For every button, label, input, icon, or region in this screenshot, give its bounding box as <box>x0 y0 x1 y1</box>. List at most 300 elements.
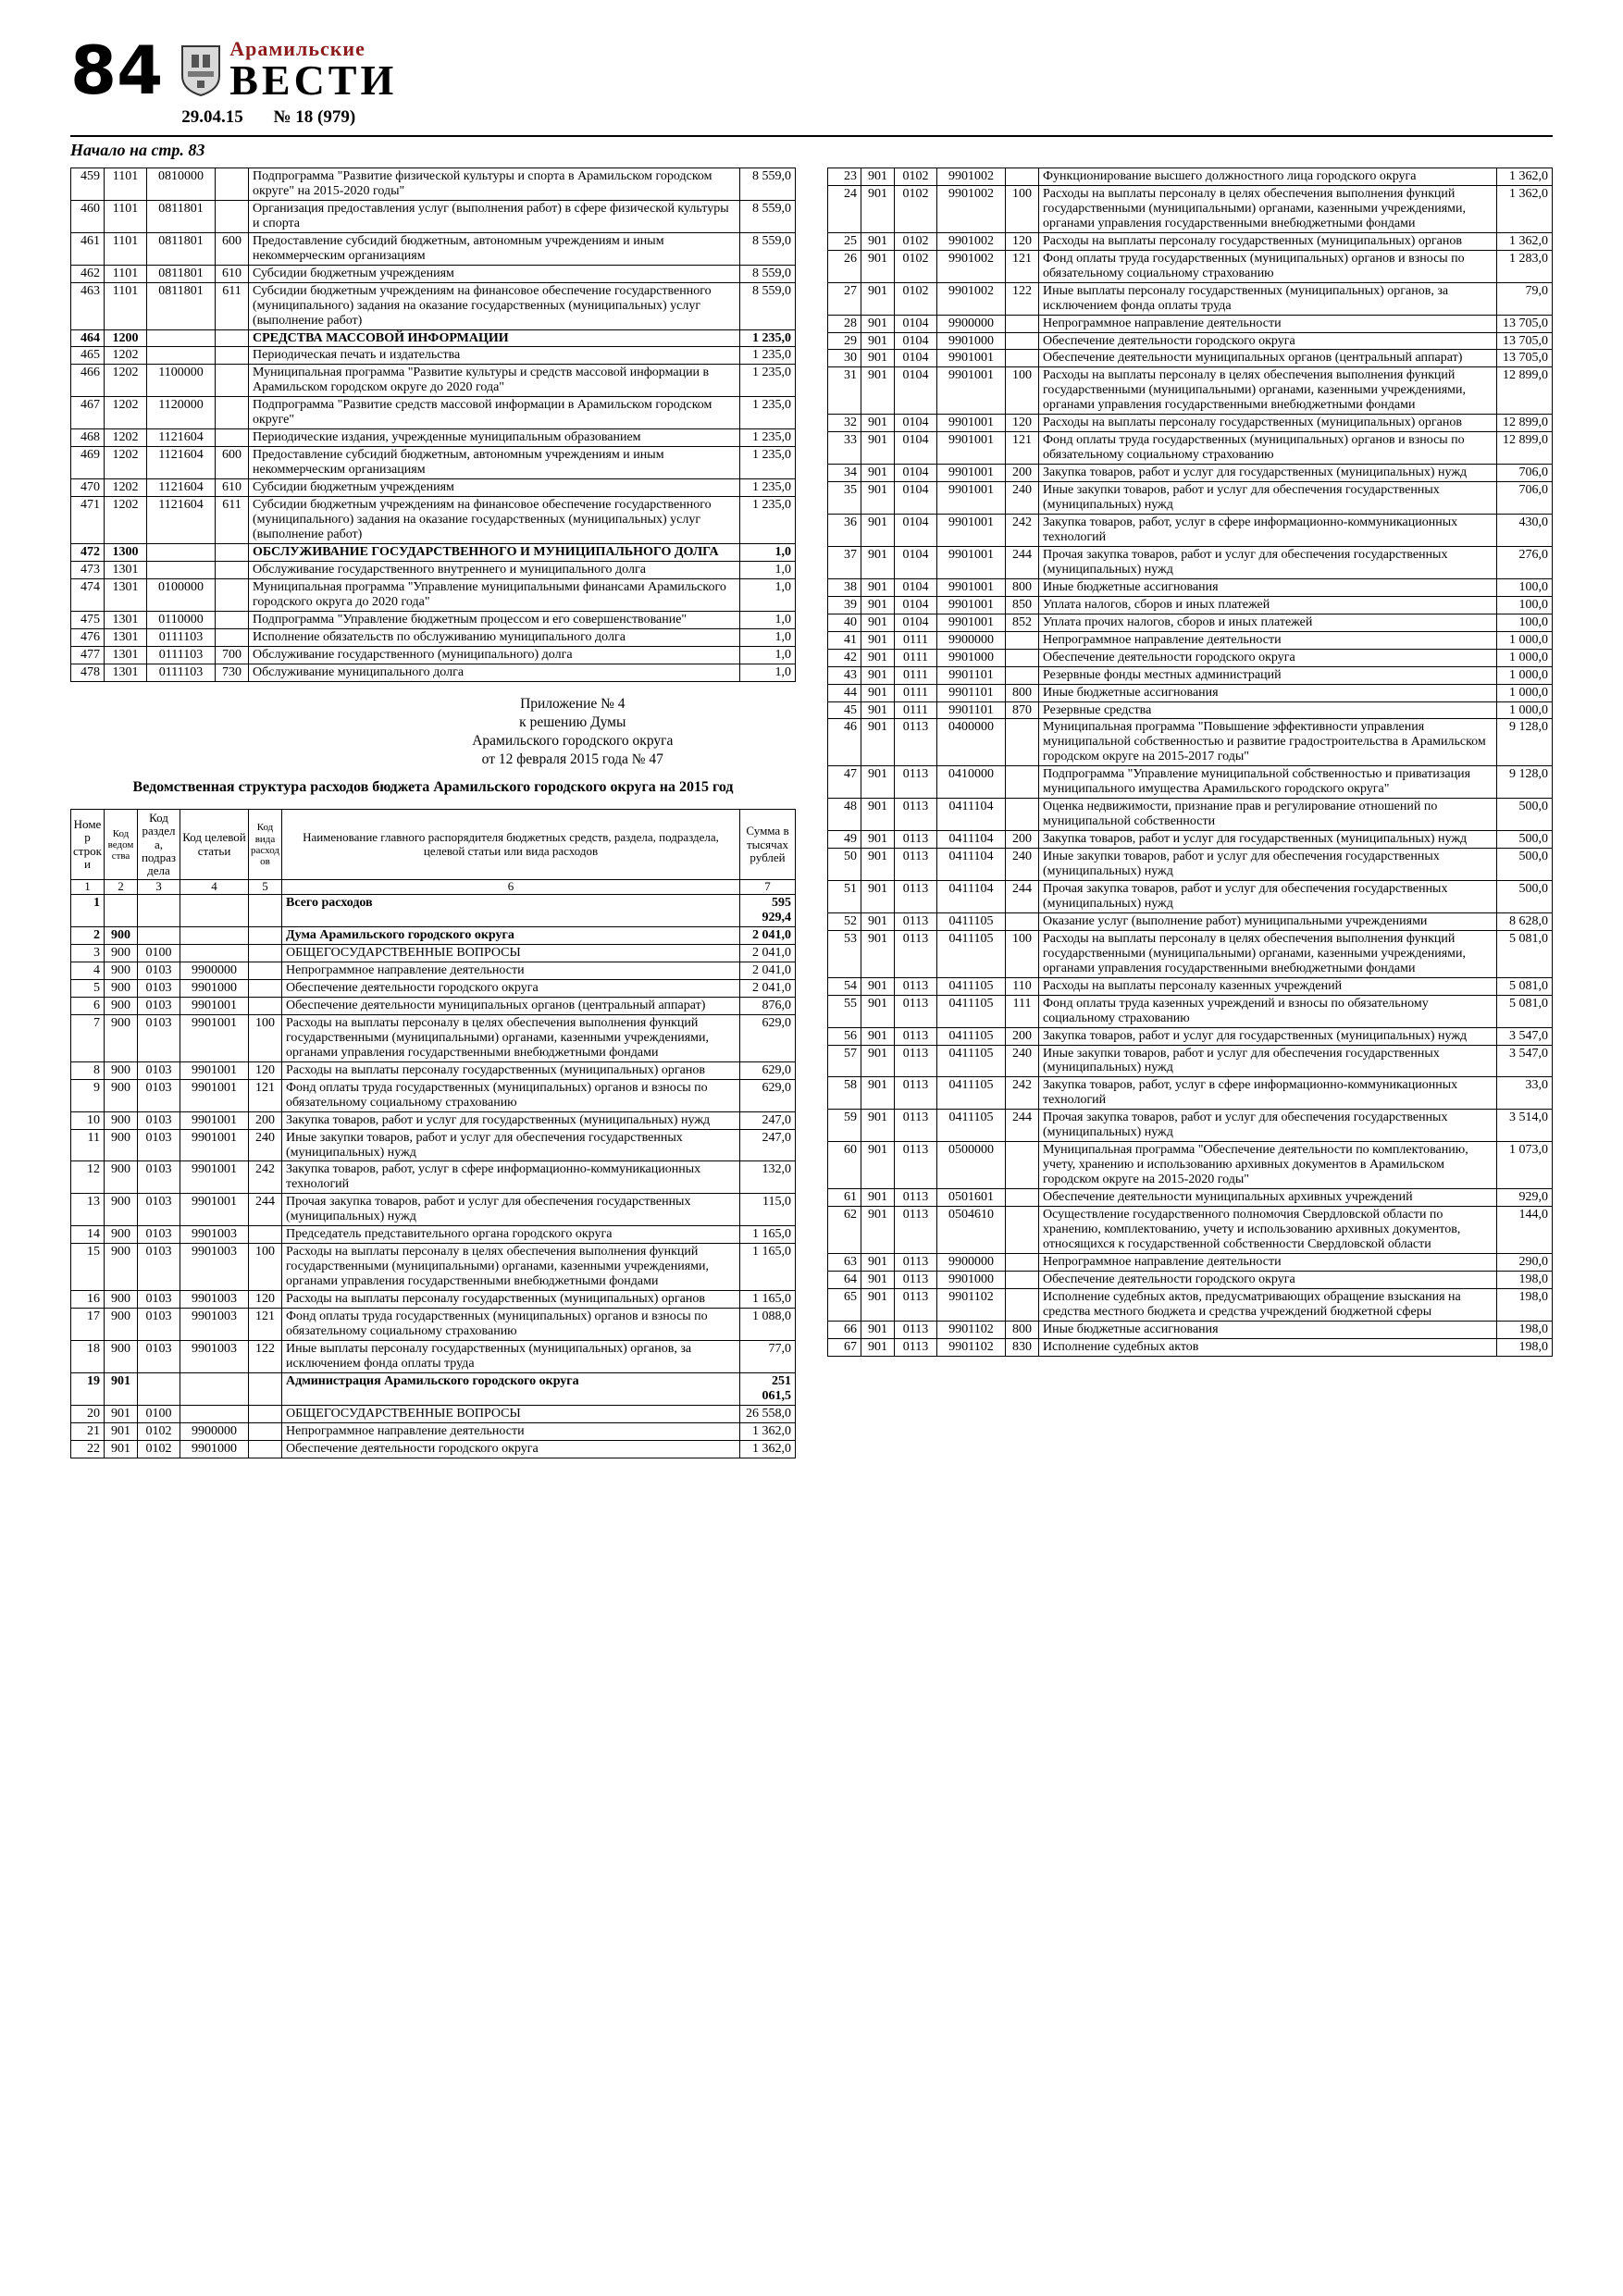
cell-rz: 0113 <box>895 977 937 995</box>
cell-name: Иные бюджетные ассигнования <box>1039 1321 1497 1338</box>
cell-rz: 0113 <box>895 880 937 912</box>
cell-n: 474 <box>71 578 105 611</box>
cell-sum: 1 165,0 <box>740 1226 796 1244</box>
table-row <box>828 631 1553 649</box>
cell-name: Всего расходов <box>282 895 740 927</box>
cell-name: Уплата прочих налогов, сборов и иных платежей <box>1039 614 1497 631</box>
left-column <box>70 168 796 1458</box>
cell-rz: 0113 <box>895 930 937 977</box>
cell-n: 51 <box>828 880 861 912</box>
cell-sum: 500,0 <box>1497 799 1553 831</box>
cell-name: Исполнение обязательств по обслуживанию муниципального долга <box>249 628 740 646</box>
cell-vr <box>249 927 282 945</box>
cell-n: 63 <box>828 1253 861 1271</box>
table-row <box>71 232 796 265</box>
cell-vd: 901 <box>861 1045 895 1077</box>
table-row <box>828 614 1553 631</box>
issue-dateline <box>180 107 397 128</box>
cell-name: Уплата налогов, сборов и иных платежей <box>1039 596 1497 614</box>
cell-sum: 8 559,0 <box>740 282 796 329</box>
table-row <box>828 684 1553 701</box>
col-number: 5 <box>249 880 282 895</box>
cell-vr: 121 <box>1006 432 1039 465</box>
header-razdel: Код раздела, подраздела <box>138 809 180 879</box>
cell-cs <box>147 329 216 347</box>
cell-sum: 1 000,0 <box>1497 701 1553 719</box>
cell-n: 6 <box>71 997 105 1014</box>
cell-n: 38 <box>828 578 861 596</box>
cell-sum: 1,0 <box>740 611 796 628</box>
cell-cs: 0411105 <box>937 1045 1006 1077</box>
cell-name: Закупка товаров, работ, услуг в сфере информационно-коммуникационных технологий <box>282 1161 740 1194</box>
cell-name: Обслуживание государственного внутреннего и муниципального долга <box>249 561 740 578</box>
cell-rz: 0113 <box>895 1142 937 1189</box>
cell-n: 467 <box>71 397 105 429</box>
table-row <box>828 350 1553 367</box>
cell-n: 48 <box>828 799 861 831</box>
cell-vd: 901 <box>861 995 895 1027</box>
cell-vr <box>1006 1271 1039 1288</box>
cell-name: Обслуживание муниципального долга <box>249 664 740 681</box>
table-row <box>828 1321 1553 1338</box>
cell-n: 30 <box>828 350 861 367</box>
cell-name: Резервные средства <box>1039 701 1497 719</box>
table-row <box>828 332 1553 350</box>
cell-n: 37 <box>828 546 861 578</box>
cell-cs: 1121604 <box>147 429 216 447</box>
cell-sum: 500,0 <box>1497 849 1553 881</box>
cell-rz: 0103 <box>138 1061 180 1079</box>
cell-vr <box>1006 332 1039 350</box>
cell-name: Расходы на выплаты персоналу в целях обеспечения выполнения функций государственными (муниципальными) органами, казенными учреждениями, органами управления государственными внебюджетными фондами <box>1039 367 1497 415</box>
cell-name: Фонд оплаты труда государственных (муниципальных) органов и взносы по обязательному социальному страхованию <box>1039 250 1497 282</box>
table-row <box>828 880 1553 912</box>
cell-vr <box>249 895 282 927</box>
cell-rz: 0104 <box>895 578 937 596</box>
cell-n: 57 <box>828 1045 861 1077</box>
cell-n: 8 <box>71 1061 105 1079</box>
cell-sum: 1 000,0 <box>1497 631 1553 649</box>
cell-cs: 9901003 <box>180 1291 249 1309</box>
table-row <box>828 1027 1553 1045</box>
cell-sum: 500,0 <box>1497 831 1553 849</box>
cell-n: 34 <box>828 465 861 482</box>
table-row <box>828 367 1553 415</box>
cell-vd: 901 <box>861 849 895 881</box>
cell-rz: 1101 <box>105 232 147 265</box>
cell-rz <box>138 1372 180 1405</box>
table-row <box>828 415 1553 432</box>
cell-cs: 9901001 <box>180 1061 249 1079</box>
cell-name: Фонд оплаты труда государственных (муниципальных) органов и взносы по обязательному социальному страхованию <box>1039 432 1497 465</box>
cell-vr: 611 <box>216 497 249 544</box>
cell-n: 12 <box>71 1161 105 1194</box>
cell-sum: 1,0 <box>740 578 796 611</box>
cell-name: Иные выплаты персоналу государственных (муниципальных) органов, за исключением фонда оплаты труда <box>1039 282 1497 315</box>
cell-vr <box>249 1405 282 1422</box>
cell-n: 55 <box>828 995 861 1027</box>
cell-n: 5 <box>71 979 105 997</box>
cell-rz: 1202 <box>105 497 147 544</box>
cell-vd: 900 <box>105 1014 138 1061</box>
cell-cs: 0100000 <box>147 578 216 611</box>
cell-n: 33 <box>828 432 861 465</box>
cell-rz: 0111 <box>895 684 937 701</box>
cell-cs: 0811801 <box>147 265 216 282</box>
table-row <box>71 200 796 232</box>
cell-vd: 901 <box>861 185 895 232</box>
cell-rz: 1301 <box>105 611 147 628</box>
cell-name: Дума Арамильского городского округа <box>282 927 740 945</box>
table-row <box>828 578 1553 596</box>
table-row <box>828 1207 1553 1254</box>
cell-vr <box>1006 315 1039 332</box>
table-row <box>71 962 796 980</box>
cell-vr <box>1006 766 1039 799</box>
cell-rz: 0111 <box>895 666 937 684</box>
cell-sum: 430,0 <box>1497 515 1553 547</box>
cell-name: Обеспечение деятельности городского округа <box>1039 649 1497 666</box>
cell-vr <box>249 997 282 1014</box>
cell-cs: 9901000 <box>180 979 249 997</box>
cell-rz: 1202 <box>105 347 147 365</box>
cell-cs: 9901102 <box>937 1288 1006 1321</box>
cell-vd: 901 <box>861 912 895 930</box>
table-row <box>71 479 796 497</box>
cell-rz: 0104 <box>895 596 937 614</box>
cell-name: Муниципальная программа "Развитие культуры и средств массовой информации в Арамильском городском округе до 2020 года" <box>249 365 740 397</box>
table-row <box>828 515 1553 547</box>
table-row <box>828 250 1553 282</box>
cell-vr: 244 <box>249 1194 282 1226</box>
cell-vd: 901 <box>861 367 895 415</box>
cell-name: Муниципальная программа "Обеспечение деятельности по комплектованию, учету, хранению и использованию архивных документов в Арамильском городском округе на 2015-2020 годы" <box>1039 1142 1497 1189</box>
cell-name: Прочая закупка товаров, работ и услуг для обеспечения государственных (муниципальных) нужд <box>1039 1110 1497 1142</box>
cell-rz: 1101 <box>105 265 147 282</box>
cell-cs: 9901001 <box>937 515 1006 547</box>
cell-vd: 900 <box>105 1309 138 1341</box>
cell-name: Председатель представительного органа городского округа <box>282 1226 740 1244</box>
header-vid-rashodov: Код вида расходов <box>249 809 282 879</box>
cell-sum: 12 899,0 <box>1497 432 1553 465</box>
cell-vd: 901 <box>861 1338 895 1356</box>
cell-name: Расходы на выплаты персоналу в целях обеспечения выполнения функций государственными (муниципальными) органами, казенными учреждениями, органами управления государственными внебюджетными фондами <box>282 1244 740 1291</box>
cell-sum: 1,0 <box>740 646 796 664</box>
table-row <box>71 997 796 1014</box>
table-row <box>71 1111 796 1129</box>
cell-name: Обеспечение деятельности городского округа <box>282 979 740 997</box>
vedomstv-structure-table-continued <box>827 168 1553 1357</box>
cell-rz: 0111 <box>895 701 937 719</box>
cell-n: 14 <box>71 1226 105 1244</box>
table-row <box>71 347 796 365</box>
cell-rz: 0113 <box>895 1288 937 1321</box>
cell-vd: 900 <box>105 927 138 945</box>
cell-rz: 0102 <box>895 185 937 232</box>
cell-name: Непрограммное направление деятельности <box>1039 631 1497 649</box>
cell-vr: 240 <box>1006 849 1039 881</box>
cell-sum: 144,0 <box>1497 1207 1553 1254</box>
cell-name: Субсидии бюджетным учреждениям на финансовое обеспечение государственного (муниципального) задания на оказание государственных (муниципальных) услуг (выполнение работ) <box>249 497 740 544</box>
cell-vd: 901 <box>861 719 895 766</box>
cell-vr <box>216 168 249 201</box>
cell-cs: 0111103 <box>147 646 216 664</box>
cell-name: Расходы на выплаты персоналу государственных (муниципальных) органов <box>1039 415 1497 432</box>
table-row <box>828 912 1553 930</box>
cell-rz: 0113 <box>895 1077 937 1110</box>
cell-rz: 0113 <box>895 1207 937 1254</box>
cell-vr: 121 <box>249 1079 282 1111</box>
cell-rz: 1101 <box>105 168 147 201</box>
cell-n: 473 <box>71 561 105 578</box>
cell-rz: 0113 <box>895 766 937 799</box>
cell-n: 23 <box>828 168 861 186</box>
cell-name: Расходы на выплаты персоналу в целях обеспечения выполнения функций государственными (муниципальными) органами, казенными учреждениями, органами управления государственными внебюджетными фондами <box>1039 185 1497 232</box>
cell-vd: 901 <box>861 1253 895 1271</box>
table-row <box>828 232 1553 250</box>
cell-cs <box>180 945 249 962</box>
cell-vd: 901 <box>861 1110 895 1142</box>
header-row-number: Номер строки <box>71 809 105 879</box>
cell-name: Подпрограмма "Развитие физической культуры и спорта в Арамильском городском округе" на 2015-2020 годы" <box>249 168 740 201</box>
coat-of-arms-icon <box>180 43 222 97</box>
cell-sum: 100,0 <box>1497 578 1553 596</box>
cell-sum: 12 899,0 <box>1497 367 1553 415</box>
cell-n: 20 <box>71 1405 105 1422</box>
cell-cs: 9901003 <box>180 1226 249 1244</box>
cell-vd: 900 <box>105 1194 138 1226</box>
cell-cs: 9901002 <box>937 250 1006 282</box>
cell-vd: 901 <box>861 232 895 250</box>
cell-name: Непрограммное направление деятельности <box>1039 1253 1497 1271</box>
cell-sum: 1 283,0 <box>1497 250 1553 282</box>
cell-vr <box>249 1226 282 1244</box>
cell-cs: 9901001 <box>180 1129 249 1161</box>
cell-vr: 800 <box>1006 684 1039 701</box>
table-row <box>71 945 796 962</box>
cell-rz: 1301 <box>105 646 147 664</box>
cell-rz: 0113 <box>895 995 937 1027</box>
cell-name: Периодические издания, учрежденные муниципальным образованием <box>249 429 740 447</box>
cell-vr: 800 <box>1006 1321 1039 1338</box>
cell-sum: 12 899,0 <box>1497 415 1553 432</box>
cell-n: 35 <box>828 482 861 515</box>
cell-sum: 1 073,0 <box>1497 1142 1553 1189</box>
cell-rz <box>138 927 180 945</box>
cell-n: 60 <box>828 1142 861 1189</box>
cell-n: 477 <box>71 646 105 664</box>
cell-rz: 0103 <box>138 1340 180 1372</box>
cell-vr: 200 <box>1006 831 1039 849</box>
cell-n: 15 <box>71 1244 105 1291</box>
cell-vr: 200 <box>1006 465 1039 482</box>
cell-name: Обеспечение деятельности муниципальных архивных учреждений <box>1039 1189 1497 1207</box>
cell-vr: 600 <box>216 447 249 479</box>
cell-name: Иные выплаты персоналу государственных (муниципальных) органов, за исключением фонда оплаты труда <box>282 1340 740 1372</box>
col-number: 6 <box>282 880 740 895</box>
cell-rz: 0103 <box>138 962 180 980</box>
cell-rz: 0104 <box>895 482 937 515</box>
cell-sum: 5 081,0 <box>1497 977 1553 995</box>
cell-name: Иные закупки товаров, работ и услуг для обеспечения государственных (муниципальных) нужд <box>282 1129 740 1161</box>
table-row <box>71 1309 796 1341</box>
table-row <box>828 282 1553 315</box>
cell-vr: 240 <box>1006 1045 1039 1077</box>
table-row <box>71 1244 796 1291</box>
cell-sum: 247,0 <box>740 1129 796 1161</box>
cell-n: 1 <box>71 895 105 927</box>
cell-vr <box>1006 1253 1039 1271</box>
cell-cs: 0411105 <box>937 977 1006 995</box>
cell-name: Фонд оплаты труда государственных (муниципальных) органов и взносы по обязательному социальному страхованию <box>282 1309 740 1341</box>
page-header <box>70 31 1553 128</box>
cell-cs: 9901001 <box>180 997 249 1014</box>
cell-vr: 600 <box>216 232 249 265</box>
table-row <box>71 927 796 945</box>
cell-sum: 1 362,0 <box>740 1440 796 1458</box>
cell-vr <box>216 329 249 347</box>
cell-cs: 9901002 <box>937 232 1006 250</box>
cell-vr: 850 <box>1006 596 1039 614</box>
cell-rz: 0102 <box>895 250 937 282</box>
cell-vd: 900 <box>105 1291 138 1309</box>
cell-cs: 0810000 <box>147 168 216 201</box>
cell-cs <box>180 927 249 945</box>
table-row <box>71 329 796 347</box>
cell-sum: 247,0 <box>740 1111 796 1129</box>
table-row <box>71 1405 796 1422</box>
cell-n: 41 <box>828 631 861 649</box>
cell-n: 468 <box>71 429 105 447</box>
cell-rz: 0113 <box>895 1189 937 1207</box>
cell-n: 465 <box>71 347 105 365</box>
cell-vr <box>1006 168 1039 186</box>
cell-n: 29 <box>828 332 861 350</box>
cell-cs: 9901001 <box>180 1079 249 1111</box>
header-vedomstvo: Код ведомства <box>105 809 138 879</box>
cell-vd: 900 <box>105 1111 138 1129</box>
cell-name: Муниципальная программа "Управление муниципальными финансами Арамильского городского округа до 2020 года" <box>249 578 740 611</box>
cell-rz: 0102 <box>895 232 937 250</box>
appendix-block <box>355 695 790 770</box>
content-columns <box>70 168 1553 1458</box>
table-row <box>828 831 1553 849</box>
cell-sum: 876,0 <box>740 997 796 1014</box>
cell-rz: 0103 <box>138 1291 180 1309</box>
cell-sum: 2 041,0 <box>740 979 796 997</box>
cell-vr <box>216 200 249 232</box>
cell-rz: 0104 <box>895 465 937 482</box>
cell-name: Осуществление государственного полномочия Свердловской области по хранению, комплектованию, учету и использованию архивных документов, относящихся к государственной собственности Свердловской области <box>1039 1207 1497 1254</box>
cell-name: Организация предоставления услуг (выполнения работ) в сфере физической культуры и спорта <box>249 200 740 232</box>
cell-rz: 0111 <box>895 649 937 666</box>
cell-n: 11 <box>71 1129 105 1161</box>
cell-sum: 100,0 <box>1497 614 1553 631</box>
cell-cs: 0411105 <box>937 912 1006 930</box>
appendix-line: от 12 февраля 2015 года № 47 <box>481 751 663 767</box>
cell-cs: 9901001 <box>937 465 1006 482</box>
cell-vr <box>216 429 249 447</box>
cell-name: Функционирование высшего должностного лица городского округа <box>1039 168 1497 186</box>
cell-rz: 0102 <box>895 168 937 186</box>
cell-vr: 610 <box>216 479 249 497</box>
cell-vd: 901 <box>861 1189 895 1207</box>
cell-rz: 1202 <box>105 429 147 447</box>
cell-vr: 200 <box>249 1111 282 1129</box>
header-naimenovanie: Наименование главного распорядителя бюджетных средств, раздела, подраздела, целевой статьи или вида расходов <box>282 809 740 879</box>
cell-n: 460 <box>71 200 105 232</box>
cell-name: Обеспечение деятельности городского округа <box>1039 1271 1497 1288</box>
cell-sum: 5 081,0 <box>1497 930 1553 977</box>
cell-cs: 9900000 <box>937 315 1006 332</box>
cell-vd: 901 <box>105 1440 138 1458</box>
table-row <box>71 1161 796 1194</box>
cell-vr <box>216 347 249 365</box>
cell-cs: 9901101 <box>937 701 1006 719</box>
cell-vr: 110 <box>1006 977 1039 995</box>
table-row <box>828 482 1553 515</box>
cell-vd: 900 <box>105 945 138 962</box>
cell-name: СРЕДСТВА МАССОВОЙ ИНФОРМАЦИИ <box>249 329 740 347</box>
cell-vr: 242 <box>1006 515 1039 547</box>
cell-n: 3 <box>71 945 105 962</box>
cell-n: 471 <box>71 497 105 544</box>
cell-rz: 0113 <box>895 1271 937 1288</box>
cell-vr: 121 <box>249 1309 282 1341</box>
cell-sum: 2 041,0 <box>740 962 796 980</box>
cell-name: Исполнение судебных актов, предусматривающих обращение взыскания на средства местного бюджета и средства учреждений бюджетной сферы <box>1039 1288 1497 1321</box>
cell-sum: 5 081,0 <box>1497 995 1553 1027</box>
cell-name: Обеспечение деятельности муниципальных органов (центральный аппарат) <box>1039 350 1497 367</box>
cell-n: 459 <box>71 168 105 201</box>
cell-sum: 198,0 <box>1497 1271 1553 1288</box>
cell-cs: 1121604 <box>147 479 216 497</box>
table-row <box>71 1061 796 1079</box>
cell-vr <box>1006 1288 1039 1321</box>
cell-n: 32 <box>828 415 861 432</box>
table-row <box>828 185 1553 232</box>
cell-name: Иные закупки товаров, работ и услуг для обеспечения государственных (муниципальных) нужд <box>1039 849 1497 881</box>
table-row <box>71 1340 796 1372</box>
cell-cs: 0411105 <box>937 1027 1006 1045</box>
cell-cs: 9901002 <box>937 282 1006 315</box>
cell-cs: 0411104 <box>937 831 1006 849</box>
table-row <box>828 666 1553 684</box>
cell-n: 59 <box>828 1110 861 1142</box>
cell-sum: 1 165,0 <box>740 1291 796 1309</box>
cell-rz: 0113 <box>895 719 937 766</box>
cell-cs: 0811801 <box>147 232 216 265</box>
cell-sum: 8 559,0 <box>740 168 796 201</box>
cell-vr: 100 <box>1006 185 1039 232</box>
cell-rz: 0102 <box>138 1440 180 1458</box>
cell-rz: 0113 <box>895 1338 937 1356</box>
cell-cs: 9901102 <box>937 1321 1006 1338</box>
cell-name: Исполнение судебных актов <box>1039 1338 1497 1356</box>
cell-vr <box>1006 719 1039 766</box>
cell-sum: 26 558,0 <box>740 1405 796 1422</box>
cell-cs: 9900000 <box>937 1253 1006 1271</box>
table-row <box>71 265 796 282</box>
cell-name: Предоставление субсидий бюджетным, автономным учреждениям и иным некоммерческим организациям <box>249 447 740 479</box>
cell-vr <box>1006 912 1039 930</box>
continuation-note: Начало на стр. 83 <box>70 141 205 159</box>
cell-sum: 8 559,0 <box>740 232 796 265</box>
table-header-row <box>71 809 796 879</box>
cell-n: 18 <box>71 1340 105 1372</box>
cell-n: 24 <box>828 185 861 232</box>
cell-n: 58 <box>828 1077 861 1110</box>
